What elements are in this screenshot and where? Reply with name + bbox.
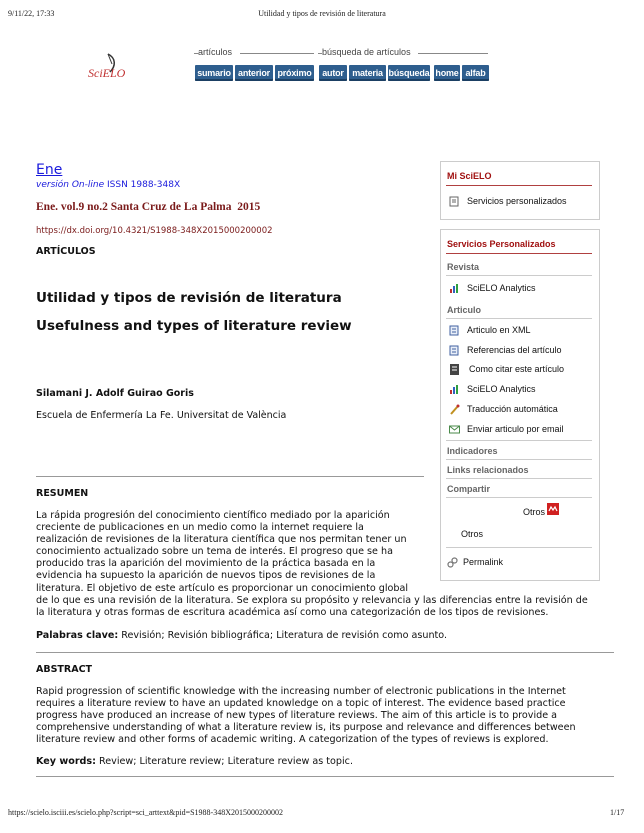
title-en: Usefulness and types of literature review [36, 318, 352, 334]
nav-materia-button[interactable]: materia [349, 65, 386, 81]
divider [446, 547, 592, 548]
abstract-line: requires a literature review to have an updated knowledge on a topic of interest. The evidence based practice [36, 698, 566, 710]
cite-icon [449, 364, 460, 375]
keywords-label: Palabras clave: [36, 630, 119, 641]
traduccion-link[interactable]: Traducción automática [467, 404, 558, 414]
resumen-line: literatura. El objetivo de este artículo es proporcionar un conocimiento global [36, 582, 409, 594]
analytics-icon [449, 283, 460, 294]
divider [36, 776, 614, 777]
issn: ISSN 1988-348X [106, 180, 181, 190]
journal-name-link[interactable]: Ene [36, 162, 63, 178]
enviar-email-link[interactable]: Enviar articulo por email [467, 424, 564, 434]
otros-link[interactable]: Otros [461, 529, 484, 539]
nav-line [194, 53, 198, 54]
section-label: ARTÍCULOS [36, 246, 96, 257]
print-page-title: Utilidad y tipos de revisión de literatura [258, 9, 386, 18]
doi-link[interactable]: https://dx.doi.org/10.4321/S1988-348X2015000200002 [36, 226, 273, 236]
nav-line [418, 53, 488, 54]
divider [36, 476, 424, 477]
email-icon [449, 424, 460, 435]
mi-scielo-title: Mi SciELO [447, 171, 492, 181]
abstract-line: Rapid progression of scientific knowledge with the increasing number of electronic publications in the Internet [36, 686, 566, 697]
document-icon [449, 196, 460, 207]
indicadores-label: Indicadores [447, 446, 498, 456]
logo-text: SciELO [88, 66, 126, 80]
nav-line [240, 53, 314, 54]
keywords-label: Key words: [36, 756, 96, 767]
abstract-line: comprehensive understanding of what a literature review is, its purpose and relevance and differences between [36, 722, 576, 734]
compartir-label: Compartir [447, 484, 491, 494]
journal-version-line [36, 180, 180, 190]
abstract-line: progress have produced an increase of new types of literature reviews. The aim of this article is to provide a [36, 710, 558, 722]
services-title: Servicios Personalizados [447, 239, 556, 249]
divider [446, 459, 592, 460]
resumen-line: de lo que es una revisión de la literatura. Se explora su propósito y relevancia y las diferencias entre la revisión de [36, 594, 588, 606]
divider [446, 318, 592, 319]
citation: Ene. vol.9 no.2 Santa Cruz de La Palma 2015 [36, 201, 261, 213]
divider [446, 253, 592, 254]
xml-icon [449, 325, 460, 336]
abstract-line: literature review and other forms of academic writing. A categorization of the types of reviews is explored. [36, 734, 549, 746]
permalink-icon [447, 557, 458, 568]
nav-anterior-button[interactable]: anterior [235, 65, 273, 81]
nav-sumario-button[interactable]: sumario [195, 65, 233, 81]
resumen-line: producido tras la aparición del movimiento de la práctica basada en la [36, 558, 376, 570]
resumen-heading: RESUMEN [36, 488, 89, 499]
analytics-icon [449, 384, 460, 395]
nav-search-label: búsqueda de artículos [322, 47, 411, 57]
divider [446, 497, 592, 498]
revista-analytics-link[interactable]: SciELO Analytics [467, 283, 536, 293]
divider [446, 275, 592, 276]
abstract-heading: ABSTRACT [36, 664, 93, 675]
print-footer-url: https://scielo.isciii.es/scielo.php?script=sci_arttext&pid=S1988-348X2015000200002 [8, 808, 283, 817]
referencias-link[interactable]: Referencias del artículo [467, 345, 562, 355]
abstract-body [36, 686, 636, 746]
keywords-text: Review; Literature review; Literature review as topic. [95, 756, 354, 767]
articulo-xml-link[interactable]: Articulo en XML [467, 325, 531, 335]
resumen-keywords [36, 630, 447, 641]
nav-home-button[interactable]: home [434, 65, 460, 81]
title-es: Utilidad y tipos de revisión de literatura [36, 290, 342, 306]
services-box [440, 229, 600, 581]
nav-autor-button[interactable]: autor [319, 65, 347, 81]
abstract-keywords [36, 756, 353, 767]
keywords-text: Revisión; Revisión bibliográfica; Literatura de revisión como asunto. [118, 630, 448, 641]
print-footer-page: 1/17 [610, 808, 625, 817]
otros-share-link[interactable]: Otros [523, 507, 546, 517]
scielo-logo[interactable] [86, 52, 138, 88]
print-datetime: 9/11/22, 17:33 [8, 9, 55, 18]
resumen-line: creciente de publicaciones en un medio como la internet requiere la [36, 522, 364, 534]
revista-label: Revista [447, 262, 480, 272]
share-icon[interactable] [547, 503, 559, 515]
version-label: versión On-line [36, 180, 105, 190]
como-citar-link[interactable]: Como citar este artículo [469, 364, 565, 374]
articulo-analytics-link[interactable]: SciELO Analytics [467, 384, 536, 394]
resumen-line: la literatura y otras formas de escritura académica así como una categorización de los tipos de revisiones. [36, 606, 549, 618]
resumen-line: evidencia ha supuesto la aparición de nuevos tipos de revisiones de la [36, 570, 376, 582]
nav-busqueda-button[interactable]: búsqueda [388, 65, 430, 81]
references-icon [449, 345, 460, 356]
divider [446, 185, 592, 186]
divider [36, 652, 614, 653]
divider [446, 440, 592, 441]
resumen-line: realización de revisiones de la literatura científica que nos permitan tener un [36, 534, 407, 546]
translate-icon [449, 404, 460, 415]
links-label: Links relacionados [447, 465, 529, 475]
affiliation: Escuela de Enfermería La Fe. Universitat de València [36, 410, 287, 421]
nav-proximo-button[interactable]: próximo [275, 65, 314, 81]
servicios-personalizados-link[interactable]: Servicios personalizados [467, 196, 567, 206]
resumen-line: La rápida progresión del conocimiento científico mediado por la aparición [36, 510, 390, 521]
nav-alfab-button[interactable]: alfab [462, 65, 489, 81]
permalink-link[interactable]: Permalink [463, 557, 504, 567]
divider [446, 478, 592, 479]
mi-scielo-box [440, 161, 600, 220]
nav-line [318, 53, 322, 54]
articulo-label: Articulo [447, 305, 482, 315]
author: Silamani J. Adolf Guirao Goris [36, 388, 194, 399]
nav-articles-label: artículos [198, 47, 233, 57]
resumen-line: conocimiento actualizado sobre un tema de interés. El progreso que se ha [36, 546, 393, 558]
